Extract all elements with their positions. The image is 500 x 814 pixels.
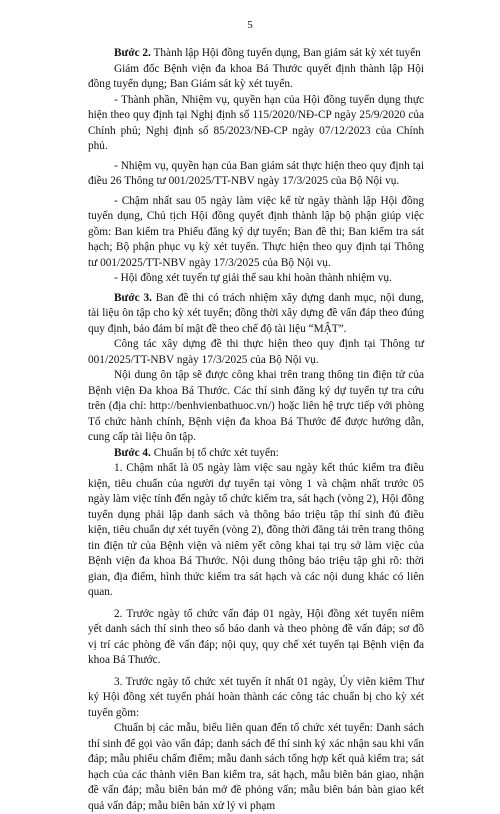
paragraph: Chuẩn bị các mẫu, biểu liên quan đến tổ chức xét tuyển: Danh sách thí sinh để gọi vào vấn đáp; danh sách để thí sinh ký xác nhận sau khi vấn đáp; mẫu phiếu chấm điểm; mẫu danh sách tổng hợp kết quả kiểm tra; sát hạch của các thành viên Ban kiểm tra, sát hạch, mẫu biên bản giao, nhận đề vấn đáp; mẫu biên bản mở đề phỏng vấn; mẫu biên bản bàn giao kết quả vấn đáp; mẫu biên bản xử lý vi phạm — [88, 722, 424, 812]
paragraph: - Hội đồng xét tuyển tự giải thể sau khi hoàn thành nhiệm vụ. — [114, 272, 392, 284]
paragraph: - Nhiệm vụ, quyền hạn của Ban giám sát thực hiện theo quy định tại điều 26 Thông tư 001/2025/TT-NBV ngày 17/3/2025 của Bộ Nội vụ. — [88, 159, 424, 187]
step-2-label: Bước 2. — [114, 47, 151, 59]
step-4-heading — [88, 446, 424, 462]
paragraph: 2. Trước ngày tổ chức vấn đáp 01 ngày, Hội đồng xét tuyển niêm yết danh sách thí sinh theo số báo danh và theo phòng đề vấn đáp; sơ đồ vị trí các phòng đề vấn đáp; nội quy, quy chế xét tuyển tại Bệnh viện đa khoa Bá Thước. — [88, 607, 424, 666]
paragraph: 3. Trước ngày tổ chức xét tuyển ít nhất 01 ngày, Ủy viên kiêm Thư ký Hội đồng xét tuyển phải hoàn thành các công tác chuẩn bị cho kỳ xét tuyển gồm: — [88, 675, 424, 719]
step-3-label: Bước 3. — [114, 291, 152, 304]
paragraph: - Chậm nhất sau 05 ngày làm việc kể từ ngày thành lập Hội đồng tuyển dụng, Chủ tịch Hội đồng quyết định thành lập bộ phận giúp việc gồm: Ban kiểm tra Phiếu đăng ký dự tuyển; Ban đề thi; Ban kiểm tra sát hạch; Bộ phận phục vụ kỳ xét tuyển. Thực hiện theo quy định tại Thông tư 001/2025/TT-NBV ngày 17/3/2025 của Bộ Nội vụ. — [88, 194, 424, 269]
paragraph: 1. Chậm nhất là 05 ngày làm việc sau ngày kết thúc kiểm tra điều kiện, tiêu chuẩn của người dự tuyển tại vòng 1 và chậm nhất trước 05 ngày làm việc tính đến ngày tổ chức kiểm tra, sát hạch (vòng 2), Hội đồng tuyển dụng phải lập danh sách và thông báo triệu tập thí sinh đủ điều kiện, tiêu chuẩn dự xét tuyển (vòng 2), đồng thời đăng tải trên trang thông tin điện tử của Bệnh viện và niêm yết công khai tại trụ sở làm việc của Bệnh viện đa khoa Bá Thước. Nội dung thông báo triệu tập ghi rõ: thời gian, địa điểm, hình thức kiểm tra sát hạch và các nội dung khác có liên quan. — [88, 462, 424, 598]
step-4-label: Bước 4. — [114, 446, 151, 459]
step-4-title: Chuẩn bị tổ chức xét tuyển: — [150, 446, 279, 459]
paragraph: Giám đốc Bệnh viện đa khoa Bá Thước quyết định thành lập Hội đồng tuyển dụng; Ban Giám sát kỳ xét tuyển. — [88, 62, 424, 90]
step-2-heading — [88, 46, 424, 62]
step-2-title: Thành lập Hội đồng tuyển dụng, Ban giám sát kỳ xét tuyển — [150, 47, 421, 59]
page-number: 5 — [247, 19, 253, 31]
paragraph: Công tác xây dựng đề thi thực hiện theo quy định tại Thông tư 001/2025/TT-NBV ngày 17/3/2025 của Bộ Nội vụ. — [88, 338, 424, 366]
document-body — [88, 46, 424, 814]
step-3-paragraph — [88, 291, 424, 338]
paragraph: Nội dung ôn tập sẽ được công khai trên trang thông tin điện tử của Bệnh viện Đa khoa Bá Thước. Các thí sinh đăng ký dự tuyển tự tra cứu trên (địa chỉ: http://benhvienbathuoc.vn/) hoặc liên hệ trực tiếp với phòng Tổ chức hành chính, Bệnh viện đa khoa Bá Thước để được hướng dẫn, cung cấp tài liệu ôn tập. — [88, 369, 424, 443]
step-3-text: Ban đề thi có trách nhiệm xây dựng danh mục, nội dung, tài liệu ôn tập cho kỳ xét tuyển; đồng thời xây dựng đề vấn đáp theo đúng quy định, bảo đảm bí mật đề theo chế độ tài liệu “MẬT”. — [88, 291, 424, 335]
paragraph: - Thành phần, Nhiệm vụ, quyền hạn của Hội đồng tuyển dụng thực hiện theo quy định tại Nghị định số 115/2020/NĐ-CP ngày 25/9/2020 của Chính phủ; Nghị định số 85/2023/NĐ-CP ngày 07/12/2023 của Chính phủ. — [88, 93, 424, 152]
